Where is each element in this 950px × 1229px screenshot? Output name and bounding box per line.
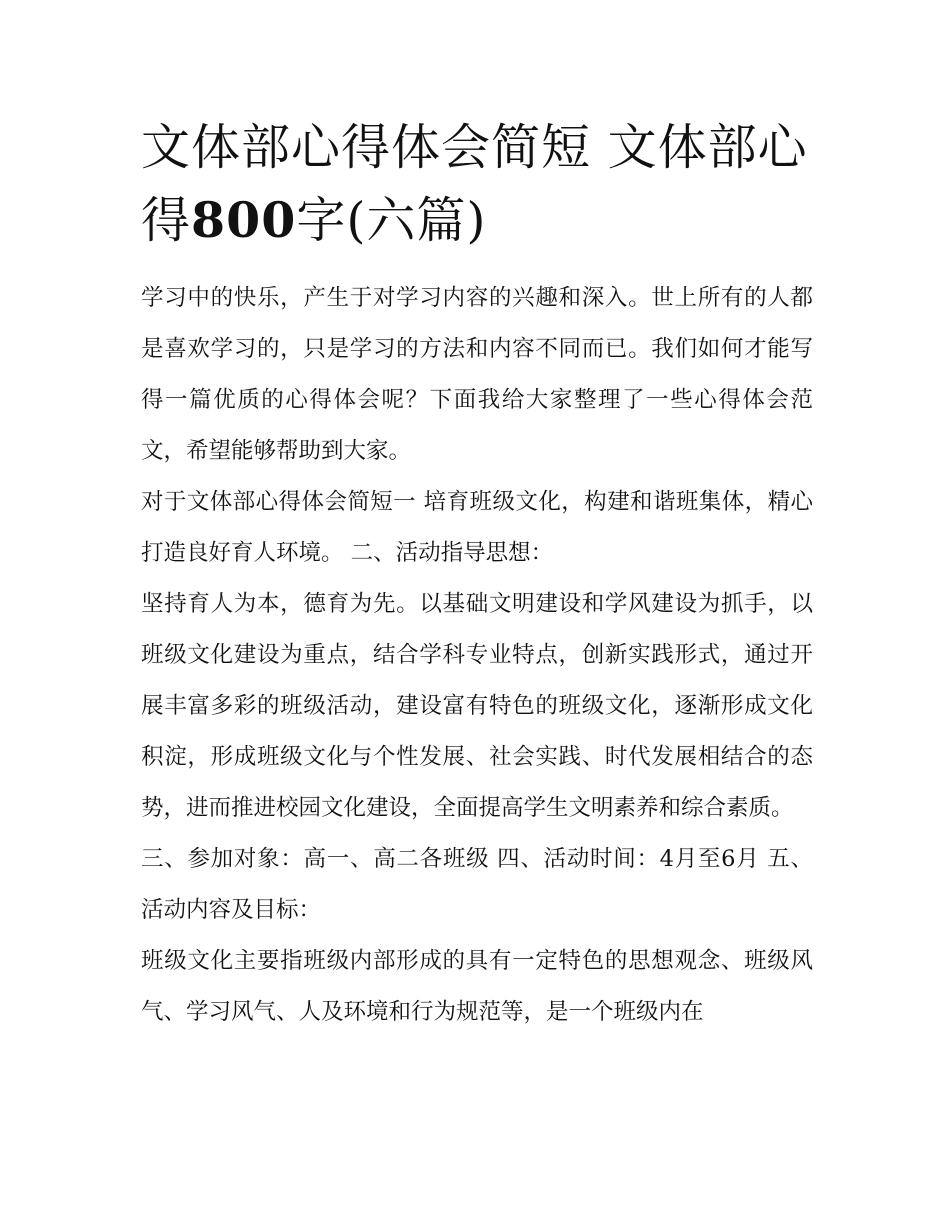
title-number: 800 [191,191,297,249]
document-body [141,112,813,1038]
paragraph-participants-time: 三、参加对象：高一、高二各班级 四、活动时间：4月至6月 五、活动内容及目标： [141,846,813,923]
paragraph-class-culture: 班级文化主要指班级内部形成的具有一定特色的思想观念、班级风气、学习风气、人及环境和行为规范等，是一个班级内在 [141,948,813,1025]
paragraph-section-one: 对于文体部心得体会简短一 培育班级文化，构建和谐班集体，精心打造良好育人环境。 二、活动指导思想： [141,489,813,566]
paragraph-intro: 学习中的快乐，产生于对学习内容的兴趣和深入。世上所有的人都是喜欢学习的，只是学习的方法和内容不同而已。我们如何才能写得一篇优质的心得体会呢？下面我给大家整理了一些心得体会范文，希望能够帮助到大家。 [141,285,813,464]
paragraph-guiding-ideology: 坚持育人为本，德育为先。以基础文明建设和学风建设为抓手，以班级文化建设为重点，结合学科专业特点，创新实践形式，通过开展丰富多彩的班级活动，建设富有特色的班级文化，逐渐形成文化积淀，形成班级文化与个性发展、社会实践、时代发展相结合的态势，进而推进校园文化建设，全面提高学生文明素养和综合素质。 [141,591,813,821]
document-title: 文体部心得体会简短 文体部心得800字(六篇) [141,119,808,249]
